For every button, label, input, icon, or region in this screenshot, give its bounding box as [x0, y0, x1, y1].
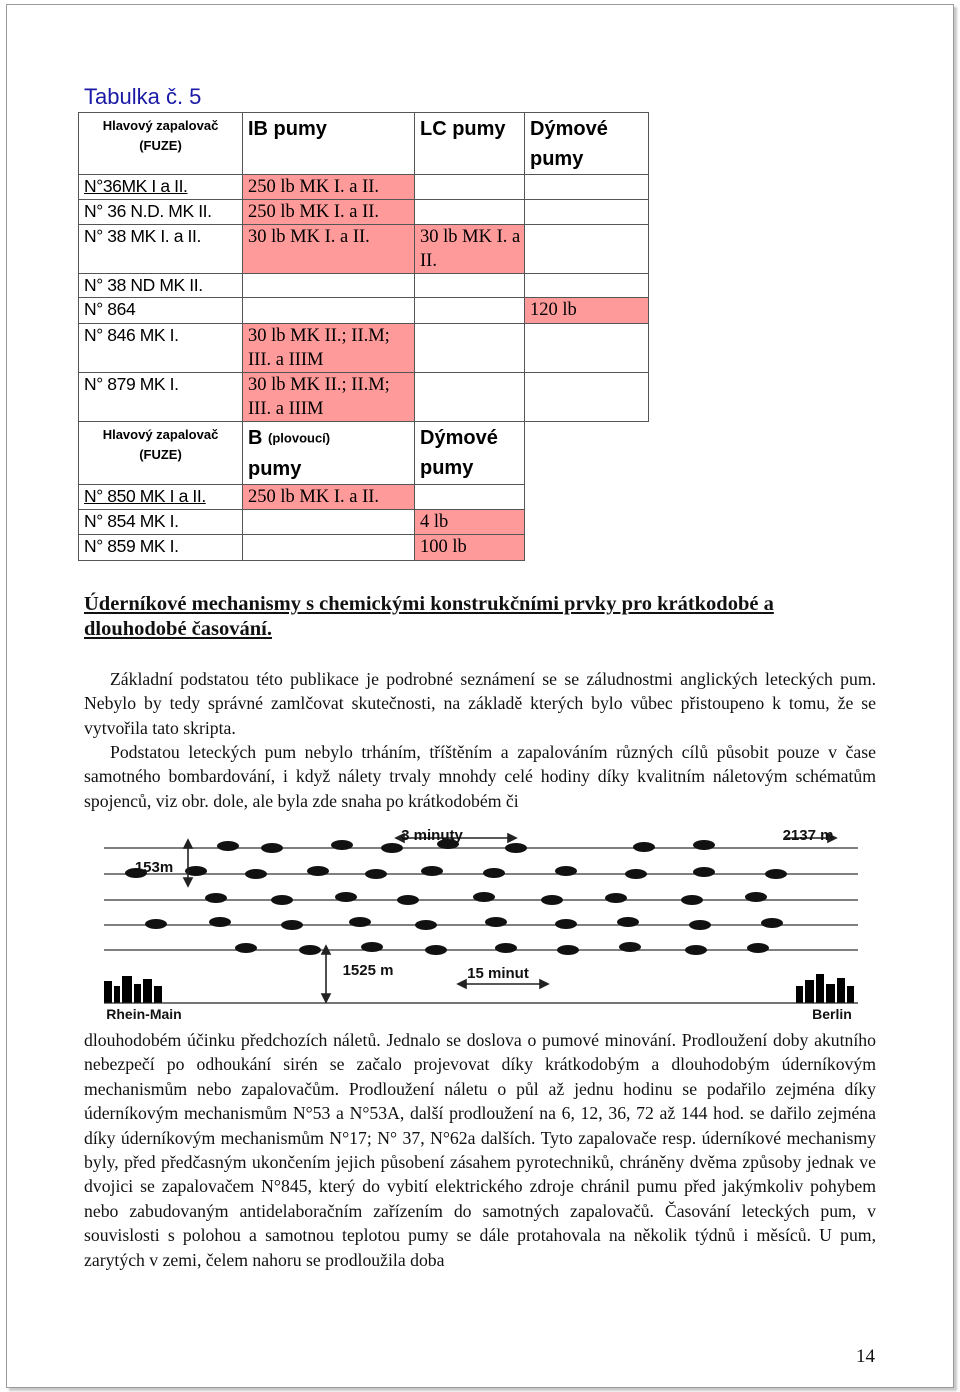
aircraft-row-4 [145, 917, 783, 930]
table-cell-b [243, 509, 415, 534]
table-cell-smoke: 120 lb [525, 298, 649, 324]
table-cell-ib: 30 lb MK II.; II.M; III. a IIIM [243, 324, 415, 373]
paragraph-3: dlouhodobém účinku předchozích náletů. Jednalo se doslova o pumové minování. Prodloužení doby akutního nebezpečí po odhoukání sirén se začalo projevovat díky krátkodobým a dlouhodobým úderníkovým mechanismům nebo zapalovačům. Prodloužení náletu o půl až jednu hodinu se podařilo zejména díky úderníkovým mechanismům N°53 a N°53A, další prodloužení na 6, 12, 36, 72 až 144 hod. se dařilo zejména díky úderníkovým mechanismům N°17; N° 37, N°62a dalších. Tyto zapalovače resp. úderníkové mechanismy byly, před předčasným ukončením jejich působení zásahem pyrotechniků, chráněny dvěma způsoby jednak ve dvojici se zapalovačem N°845, který do vybití elektrického zdroje chránil pumu před jakýmkoliv pohybem nebo zabudovaným antidelaboračním zařízením do samotných zapalovačů. Časování leteckých pum, v souvislosti s polohou a samotnou teplotou pumy se dále protahovala na několik týdnů i měsíců. U pum, zarytých v zemi, čelem nahoru se prodloužila doba [84, 1030, 876, 1270]
smoke-header-cell-2: Dýmové pumy [415, 422, 525, 485]
table-cell-smoke: 4 lb [415, 509, 525, 534]
table-cell-lc [415, 175, 525, 200]
b-header-letter: B [248, 427, 263, 449]
empty-cell [525, 484, 649, 509]
label-2137m: 2137 m [782, 827, 834, 844]
b-header-note: (plovoucí) [268, 430, 331, 446]
table-row-name: N° 36 N.D. MK II. [79, 200, 243, 225]
aircraft-row-1 [217, 839, 715, 853]
table-cell-lc [415, 274, 525, 298]
table-row-name: N° 38 ND MK II. [79, 274, 243, 298]
table-cell-ib: 250 lb MK I. a II. [243, 200, 415, 225]
label-1525m: 1525 m [342, 962, 394, 979]
bombing-scheme-diagram [96, 826, 868, 1022]
table-cell-b [243, 534, 415, 560]
table-cell-lc [415, 200, 525, 225]
table-cell-ib: 250 lb MK I. a II. [243, 175, 415, 200]
paragraph-1: Základní podstatou této publikace je podrobné seznámení se se záludnostmi anglických leteckých pum. Nebylo by tedy správné zamlčovat skutečnosti, na základě kterých bylo vůbec přistoupeno k tomu, že se vytvořila tato skripta. [84, 669, 876, 738]
table-cell-smoke [525, 324, 649, 373]
empty-cell [525, 422, 649, 485]
table-cell-lc [415, 298, 525, 324]
fuze-header-cell: Hlavový zapalovač (FUZE) [79, 113, 243, 175]
paragraph-2: Podstatou leteckých pum nebylo trháním, tříštěním a zapalováním různých cílů působit pouze v čase samotného bombardování, i když nálety trvaly mnohdy celé hodiny díky kvalitním náletovým schématům spojenců, viz obr. dole, ale byla zde snaha po krátkodobém či [84, 742, 876, 811]
table-cell-ib: 30 lb MK I. a II. [243, 225, 415, 274]
fuze-table [78, 112, 649, 561]
page-number: 14 [856, 1346, 875, 1367]
aircraft-row-2 [125, 866, 787, 879]
table-cell-smoke [415, 484, 525, 509]
table-cell-ib: 30 lb MK II.; II.M; III. a IIIM [243, 373, 415, 422]
aircraft-row-3 [205, 892, 767, 905]
table-cell-ib [243, 274, 415, 298]
table-cell-smoke: 100 lb [415, 534, 525, 560]
label-15-minut: 15 minut [467, 965, 529, 982]
aircraft-silhouettes [125, 839, 787, 955]
table-cell-smoke [525, 373, 649, 422]
table-row-name: N° 854 MK I. [79, 509, 243, 534]
smoke-header-cell: Dýmové pumy [525, 113, 649, 175]
b-header-word: pumy [248, 457, 302, 480]
table-cell-lc [415, 324, 525, 373]
empty-cell [525, 534, 649, 560]
label-berlin: Berlin [812, 1006, 852, 1022]
table-row-name: N°36MK I a II. [79, 175, 243, 200]
section-heading: Úderníkové mechanismy s chemickými konstrukčními prvky pro krátkodobé a dlouhodobé časování. [84, 593, 774, 640]
label-153m: 153m [134, 859, 174, 876]
table-cell-smoke [525, 200, 649, 225]
table-cell-ib [243, 298, 415, 324]
table-cell-lc [415, 373, 525, 422]
aircraft-row-5 [235, 942, 769, 955]
label-3-minuty: 3 minuty [401, 827, 463, 844]
table-caption: Tabulka č. 5 [84, 84, 202, 109]
table-row-name: N° 879 MK I. [79, 373, 243, 422]
table-row-name: N° 864 [79, 298, 243, 324]
table-cell-lc: 30 lb MK I. a II. [415, 225, 525, 274]
ib-header-cell: IB pumy [243, 113, 415, 175]
lc-header-cell: LC pumy [415, 113, 525, 175]
table-row-name: N° 859 MK I. [79, 534, 243, 560]
table-row-name: N° 846 MK I. [79, 324, 243, 373]
empty-cell [525, 509, 649, 534]
label-rhein-main: Rhein-Main [106, 1006, 182, 1022]
table-cell-smoke [525, 225, 649, 274]
table-row-name: N° 850 MK I a II. [79, 484, 243, 509]
b-header-cell [243, 422, 415, 485]
table-cell-smoke [525, 274, 649, 298]
table-cell-smoke [525, 175, 649, 200]
table-row-name: N° 38 MK I. a II. [79, 225, 243, 274]
table-cell-b: 250 lb MK I. a II. [243, 484, 415, 509]
fuze-header-cell-2: Hlavový zapalovač (FUZE) [79, 422, 243, 485]
